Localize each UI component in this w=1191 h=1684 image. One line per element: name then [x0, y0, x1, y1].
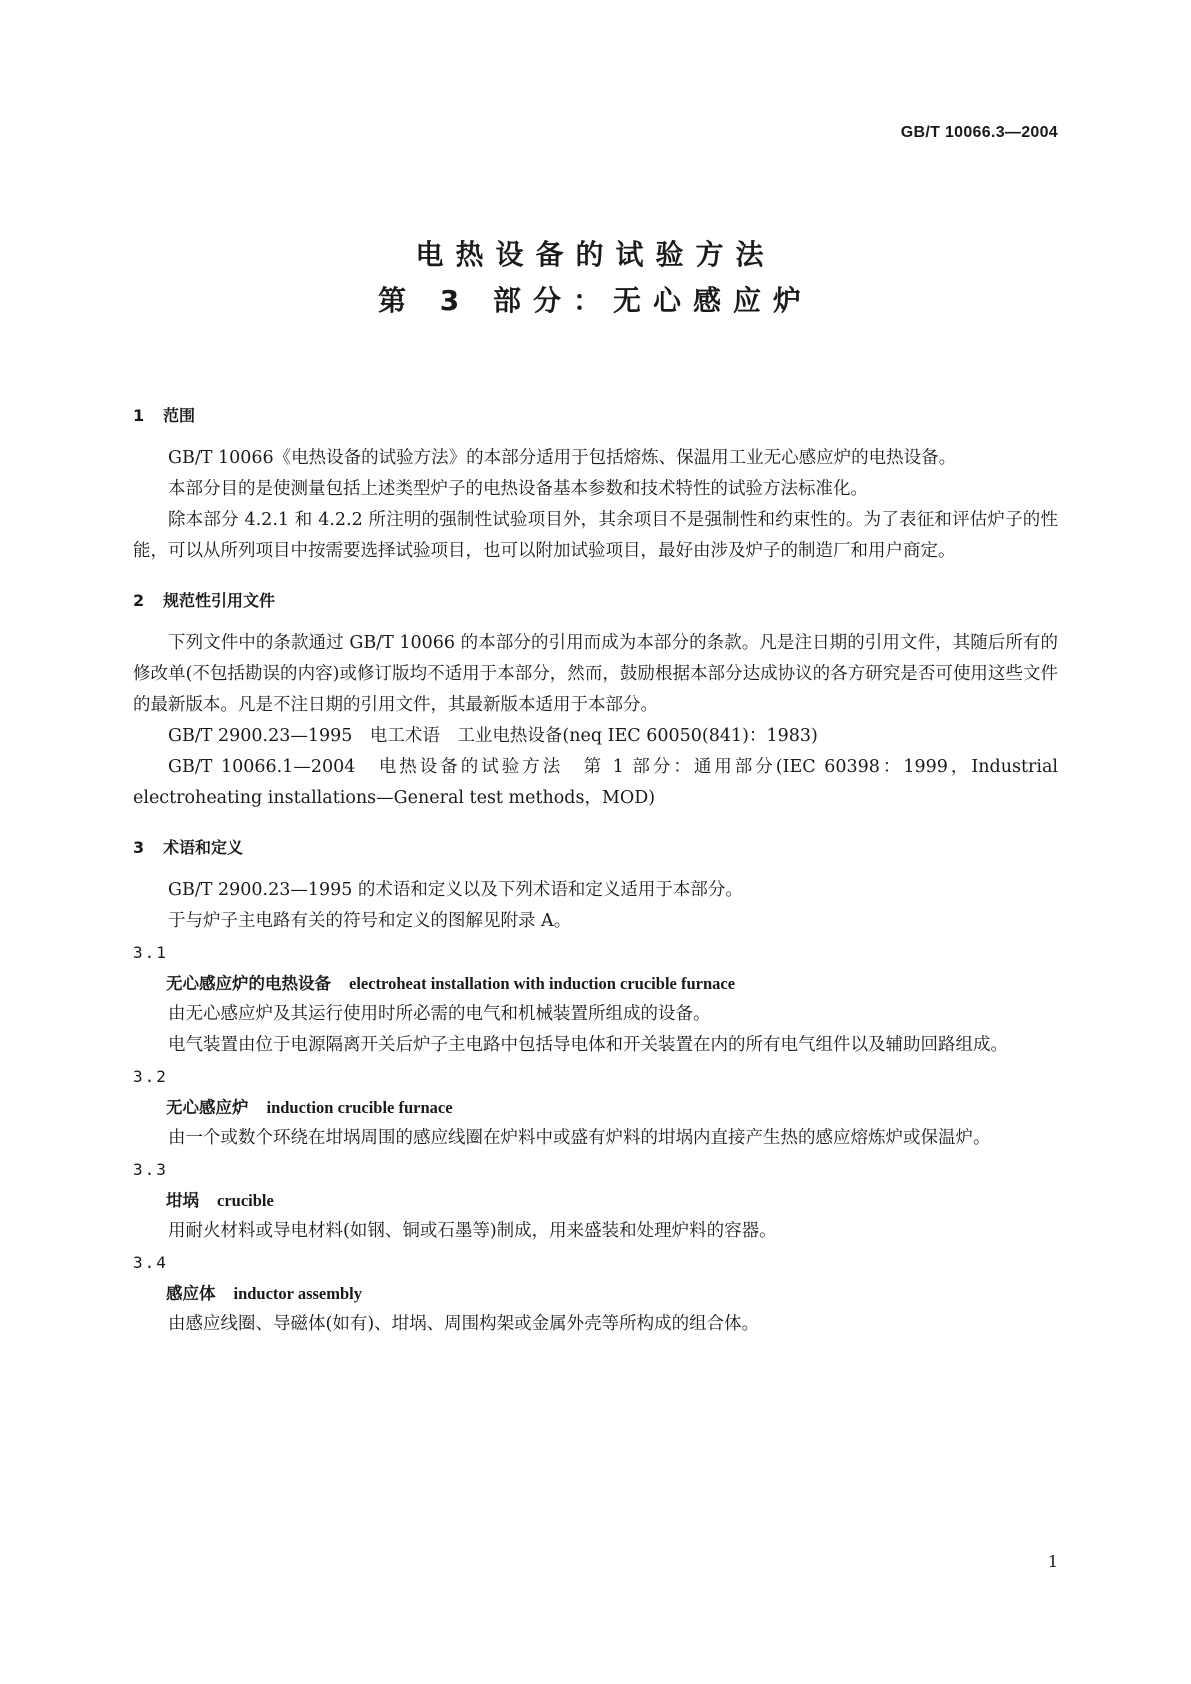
reference-item: GB/T 2900.23—1995 电工术语 工业电热设备(neq IEC 60050(841)：1983)	[168, 726, 818, 746]
definition: 由无心感应炉及其运行使用时所必需的电气和机械装置所组成的设备。	[168, 1004, 711, 1024]
term-english: crucible	[217, 1191, 274, 1210]
section-title: 范围	[163, 406, 196, 425]
clause-number: 3.3	[133, 1160, 168, 1179]
section-number: 3	[133, 838, 145, 857]
term-entry	[133, 1092, 1058, 1123]
reference-item: GB/T 10066.1—2004 电热设备的试验方法 第 1 部分：通用部分(IEC 60398：1999，Industrial electroheating installations—General test methods，MOD)	[133, 757, 1058, 808]
document-body	[133, 392, 1058, 1340]
section-heading-scope	[133, 400, 1058, 431]
title-line-1: 电热设备的试验方法	[415, 238, 776, 271]
term-entry	[133, 1278, 1058, 1309]
definition: 由一个或数个环绕在坩埚周围的感应线圈在炉料中或盛有炉料的坩埚内直接产生热的感应熔炼炉或保温炉。	[168, 1128, 991, 1148]
section-number: 1	[133, 406, 145, 425]
standard-code: GB/T 10066.3—2004	[900, 124, 1058, 141]
section-heading-normative-references	[133, 585, 1058, 616]
paragraph: 除本部分 4.2.1 和 4.2.2 所注明的强制性试验项目外，其余项目不是强制性和约束性的。为了表征和评估炉子的性能，可以从所列项目中按需要选择试验项目，也可以附加试验项目，最好由涉及炉子的制造厂和用户商定。	[133, 510, 1058, 561]
paragraph: 下列文件中的条款通过 GB/T 10066 的本部分的引用而成为本部分的条款。凡是注日期的引用文件，其随后所有的修改单(不包括勘误的内容)或修订版均不适用于本部分，然而，鼓励根据本部分达成协议的各方研究是否可使用这些文件的最新版本。凡是不注日期的引用文件，其最新版本适用于本部分。	[133, 633, 1058, 715]
section-title: 规范性引用文件	[163, 591, 276, 610]
title-line-2: 第 3 部分：无心感应炉	[378, 284, 813, 317]
paragraph: 于与炉子主电路有关的符号和定义的图解见附录 A。	[168, 911, 572, 931]
term-chinese: 感应体	[166, 1284, 216, 1303]
document-title	[0, 232, 1191, 324]
term-english: inductor assembly	[233, 1284, 363, 1303]
term-entry	[133, 968, 1058, 999]
term-english: induction crucible furnace	[266, 1098, 453, 1117]
definition: 用耐火材料或导电材料(如钢、铜或石墨等)制成，用来盛装和处理炉料的容器。	[168, 1221, 777, 1241]
definition: 由感应线圈、导磁体(如有)、坩埚、周围构架或金属外壳等所构成的组合体。	[168, 1314, 760, 1334]
term-chinese: 无心感应炉	[166, 1098, 249, 1117]
term-english: electroheat installation with induction crucible furnace	[349, 974, 736, 993]
clause-number: 3.4	[133, 1253, 168, 1272]
paragraph: GB/T 2900.23—1995 的术语和定义以及下列术语和定义适用于本部分。	[168, 880, 743, 900]
definition: 电气装置由位于电源隔离开关后炉子主电路中包括导电体和开关装置在内的所有电气组件以及辅助回路组成。	[168, 1035, 1008, 1055]
page-number: 1	[1047, 1552, 1058, 1571]
clause-number: 3.1	[133, 943, 168, 962]
clause-number: 3.2	[133, 1067, 168, 1086]
term-chinese: 无心感应炉的电热设备	[166, 974, 331, 993]
term-entry	[133, 1185, 1058, 1216]
paragraph: GB/T 10066《电热设备的试验方法》的本部分适用于包括熔炼、保温用工业无心感应炉的电热设备。	[168, 448, 957, 468]
section-number: 2	[133, 591, 145, 610]
term-chinese: 坩埚	[166, 1191, 199, 1210]
section-heading-terms-definitions	[133, 832, 1058, 863]
paragraph: 本部分目的是使测量包括上述类型炉子的电热设备基本参数和技术特性的试验方法标准化。	[168, 479, 868, 499]
section-title: 术语和定义	[163, 838, 244, 857]
